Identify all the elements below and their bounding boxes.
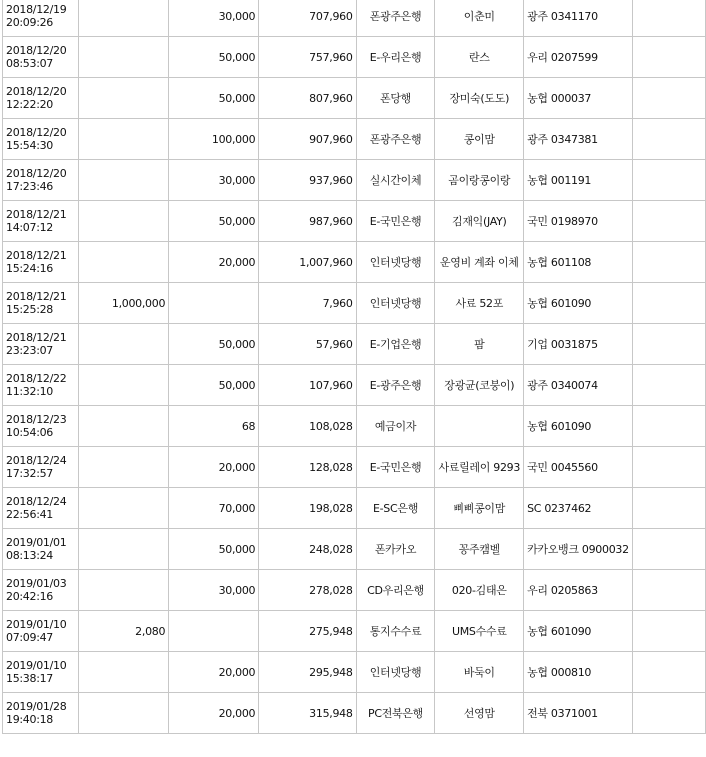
memo-cell	[632, 119, 705, 160]
transaction-type: 폰광주은행	[356, 0, 435, 37]
transaction-time: 19:40:18	[6, 713, 54, 726]
deposit-amount: 70,000	[169, 488, 259, 529]
depositor-name	[435, 406, 524, 447]
branch-account: 광주 0340074	[524, 365, 633, 406]
withdrawal-amount	[79, 160, 169, 201]
depositor-name: 운영비 계좌 이체	[435, 242, 524, 283]
memo-cell	[632, 78, 705, 119]
transaction-type: CD우리은행	[356, 570, 435, 611]
transaction-type: E-광주은행	[356, 365, 435, 406]
transaction-type: E-기업은행	[356, 324, 435, 365]
table-row	[3, 365, 706, 406]
depositor-name: 삐삐콩이맘	[435, 488, 524, 529]
table-row	[3, 529, 706, 570]
withdrawal-amount	[79, 447, 169, 488]
withdrawal-amount	[79, 37, 169, 78]
balance-amount: 807,960	[259, 78, 356, 119]
transaction-date: 2019/01/01	[6, 536, 67, 549]
datetime-cell	[3, 570, 79, 611]
depositor-name: 란스	[435, 37, 524, 78]
datetime-cell	[3, 652, 79, 693]
transaction-type: 폰광주은행	[356, 119, 435, 160]
transaction-date: 2018/12/24	[6, 495, 67, 508]
branch-account: 국민 0198970	[524, 201, 633, 242]
balance-amount: 1,007,960	[259, 242, 356, 283]
withdrawal-amount	[79, 693, 169, 734]
transaction-date: 2018/12/20	[6, 126, 67, 139]
withdrawal-amount: 1,000,000	[79, 283, 169, 324]
transaction-time: 23:23:07	[6, 344, 54, 357]
datetime-cell	[3, 529, 79, 570]
deposit-amount: 50,000	[169, 365, 259, 406]
withdrawal-amount	[79, 652, 169, 693]
balance-amount: 907,960	[259, 119, 356, 160]
depositor-name: 020-김태은	[435, 570, 524, 611]
transaction-type: 통지수수료	[356, 611, 435, 652]
transaction-date: 2018/12/22	[6, 372, 67, 385]
withdrawal-amount	[79, 119, 169, 160]
transaction-time: 17:32:57	[6, 467, 54, 480]
balance-amount: 108,028	[259, 406, 356, 447]
transaction-date: 2019/01/10	[6, 618, 67, 631]
table-row	[3, 37, 706, 78]
transaction-time: 17:23:46	[6, 180, 54, 193]
branch-account: 농협 601108	[524, 242, 633, 283]
transaction-type: 인터넷당행	[356, 283, 435, 324]
depositor-name: 팜	[435, 324, 524, 365]
deposit-amount: 50,000	[169, 324, 259, 365]
memo-cell	[632, 201, 705, 242]
transaction-type: PC전북은행	[356, 693, 435, 734]
datetime-cell	[3, 324, 79, 365]
table-row	[3, 652, 706, 693]
table-row	[3, 160, 706, 201]
depositor-name: 이춘미	[435, 0, 524, 37]
withdrawal-amount	[79, 78, 169, 119]
table-row	[3, 570, 706, 611]
balance-amount: 57,960	[259, 324, 356, 365]
datetime-cell	[3, 78, 79, 119]
transaction-time: 08:53:07	[6, 57, 54, 70]
branch-account: 농협 601090	[524, 406, 633, 447]
branch-account: 국민 0045560	[524, 447, 633, 488]
withdrawal-amount	[79, 201, 169, 242]
balance-amount: 275,948	[259, 611, 356, 652]
transaction-time: 11:32:10	[6, 385, 54, 398]
memo-cell	[632, 283, 705, 324]
depositor-name: 사료릴레이 9293	[435, 447, 524, 488]
withdrawal-amount	[79, 406, 169, 447]
withdrawal-amount	[79, 529, 169, 570]
depositor-name: UMS수수료	[435, 611, 524, 652]
transaction-type: 인터넷당행	[356, 242, 435, 283]
table-row	[3, 324, 706, 365]
transaction-date: 2018/12/21	[6, 331, 67, 344]
branch-account: 전북 0371001	[524, 693, 633, 734]
transaction-type: E-SC은행	[356, 488, 435, 529]
deposit-amount: 50,000	[169, 529, 259, 570]
deposit-amount: 20,000	[169, 693, 259, 734]
memo-cell	[632, 488, 705, 529]
deposit-amount: 100,000	[169, 119, 259, 160]
withdrawal-amount	[79, 324, 169, 365]
table-row	[3, 78, 706, 119]
transaction-type: E-국민은행	[356, 201, 435, 242]
deposit-amount: 50,000	[169, 201, 259, 242]
transaction-time: 15:25:28	[6, 303, 54, 316]
transaction-date: 2018/12/21	[6, 249, 67, 262]
datetime-cell	[3, 242, 79, 283]
memo-cell	[632, 693, 705, 734]
branch-account: 우리 0207599	[524, 37, 633, 78]
datetime-cell	[3, 365, 79, 406]
datetime-cell	[3, 611, 79, 652]
withdrawal-amount	[79, 365, 169, 406]
table-row	[3, 0, 706, 37]
transaction-time: 15:38:17	[6, 672, 54, 685]
depositor-name: 콩이맘	[435, 119, 524, 160]
balance-amount: 248,028	[259, 529, 356, 570]
transaction-type: 인터넷당행	[356, 652, 435, 693]
memo-cell	[632, 0, 705, 37]
transaction-time: 15:24:16	[6, 262, 54, 275]
memo-cell	[632, 160, 705, 201]
table-row	[3, 406, 706, 447]
memo-cell	[632, 570, 705, 611]
memo-cell	[632, 652, 705, 693]
deposit-amount: 50,000	[169, 37, 259, 78]
memo-cell	[632, 447, 705, 488]
depositor-name: 사료 52포	[435, 283, 524, 324]
deposit-amount	[169, 283, 259, 324]
withdrawal-amount	[79, 570, 169, 611]
table-row	[3, 611, 706, 652]
balance-amount: 987,960	[259, 201, 356, 242]
deposit-amount: 30,000	[169, 0, 259, 37]
balance-amount: 107,960	[259, 365, 356, 406]
branch-account: 우리 0205863	[524, 570, 633, 611]
datetime-cell	[3, 119, 79, 160]
depositor-name: 장미숙(도도)	[435, 78, 524, 119]
transaction-type: 실시간이체	[356, 160, 435, 201]
datetime-cell	[3, 283, 79, 324]
transaction-time: 20:09:26	[6, 16, 54, 29]
branch-account: 농협 601090	[524, 283, 633, 324]
transaction-type: E-우리은행	[356, 37, 435, 78]
transaction-type: 폰카카오	[356, 529, 435, 570]
table-row	[3, 693, 706, 734]
branch-account: 농협 001191	[524, 160, 633, 201]
datetime-cell	[3, 201, 79, 242]
depositor-name: 선영맘	[435, 693, 524, 734]
transaction-date: 2018/12/21	[6, 208, 67, 221]
deposit-amount: 30,000	[169, 570, 259, 611]
branch-account: SC 0237462	[524, 488, 633, 529]
transaction-time: 08:13:24	[6, 549, 54, 562]
transaction-time: 15:54:30	[6, 139, 54, 152]
table-row	[3, 201, 706, 242]
transaction-time: 22:56:41	[6, 508, 54, 521]
branch-account: 카카오뱅크 0900032	[524, 529, 633, 570]
datetime-cell	[3, 37, 79, 78]
depositor-name: 꽁주캠벨	[435, 529, 524, 570]
transaction-date: 2018/12/23	[6, 413, 67, 426]
memo-cell	[632, 37, 705, 78]
deposit-amount: 20,000	[169, 447, 259, 488]
withdrawal-amount	[79, 488, 169, 529]
transaction-date: 2018/12/20	[6, 85, 67, 98]
table-row	[3, 283, 706, 324]
transaction-type: 폰당행	[356, 78, 435, 119]
balance-amount: 707,960	[259, 0, 356, 37]
table-row	[3, 447, 706, 488]
transaction-table-body	[3, 0, 706, 734]
datetime-cell	[3, 693, 79, 734]
deposit-amount	[169, 611, 259, 652]
memo-cell	[632, 529, 705, 570]
depositor-name: 장광균(코붕이)	[435, 365, 524, 406]
transaction-time: 14:07:12	[6, 221, 54, 234]
balance-amount: 295,948	[259, 652, 356, 693]
memo-cell	[632, 611, 705, 652]
datetime-cell	[3, 0, 79, 37]
deposit-amount: 30,000	[169, 160, 259, 201]
withdrawal-amount: 2,080	[79, 611, 169, 652]
balance-amount: 757,960	[259, 37, 356, 78]
transaction-date: 2018/12/19	[6, 3, 67, 16]
balance-amount: 937,960	[259, 160, 356, 201]
table-row	[3, 242, 706, 283]
deposit-amount: 20,000	[169, 242, 259, 283]
withdrawal-amount	[79, 0, 169, 37]
memo-cell	[632, 365, 705, 406]
deposit-amount: 50,000	[169, 78, 259, 119]
table-row	[3, 119, 706, 160]
branch-account: 농협 000810	[524, 652, 633, 693]
balance-amount: 315,948	[259, 693, 356, 734]
memo-cell	[632, 242, 705, 283]
branch-account: 농협 601090	[524, 611, 633, 652]
deposit-amount: 68	[169, 406, 259, 447]
depositor-name: 김재익(JAY)	[435, 201, 524, 242]
memo-cell	[632, 406, 705, 447]
datetime-cell	[3, 488, 79, 529]
withdrawal-amount	[79, 242, 169, 283]
deposit-amount: 20,000	[169, 652, 259, 693]
branch-account: 광주 0341170	[524, 0, 633, 37]
balance-amount: 128,028	[259, 447, 356, 488]
datetime-cell	[3, 447, 79, 488]
transaction-time: 12:22:20	[6, 98, 54, 111]
transaction-type: E-국민은행	[356, 447, 435, 488]
branch-account: 농협 000037	[524, 78, 633, 119]
transaction-time: 07:09:47	[6, 631, 54, 644]
transaction-table	[2, 0, 706, 734]
transaction-date: 2018/12/20	[6, 44, 67, 57]
table-row	[3, 488, 706, 529]
transaction-date: 2018/12/20	[6, 167, 67, 180]
depositor-name: 바둑이	[435, 652, 524, 693]
transaction-date: 2019/01/03	[6, 577, 67, 590]
branch-account: 기업 0031875	[524, 324, 633, 365]
memo-cell	[632, 324, 705, 365]
transaction-date: 2018/12/21	[6, 290, 67, 303]
balance-amount: 198,028	[259, 488, 356, 529]
transaction-time: 20:42:16	[6, 590, 54, 603]
transaction-date: 2019/01/10	[6, 659, 67, 672]
depositor-name: 곰이랑콩이랑	[435, 160, 524, 201]
balance-amount: 278,028	[259, 570, 356, 611]
datetime-cell	[3, 160, 79, 201]
transaction-date: 2018/12/24	[6, 454, 67, 467]
transaction-time: 10:54:06	[6, 426, 54, 439]
datetime-cell	[3, 406, 79, 447]
transaction-date: 2019/01/28	[6, 700, 67, 713]
transaction-type: 예금이자	[356, 406, 435, 447]
branch-account: 광주 0347381	[524, 119, 633, 160]
balance-amount: 7,960	[259, 283, 356, 324]
